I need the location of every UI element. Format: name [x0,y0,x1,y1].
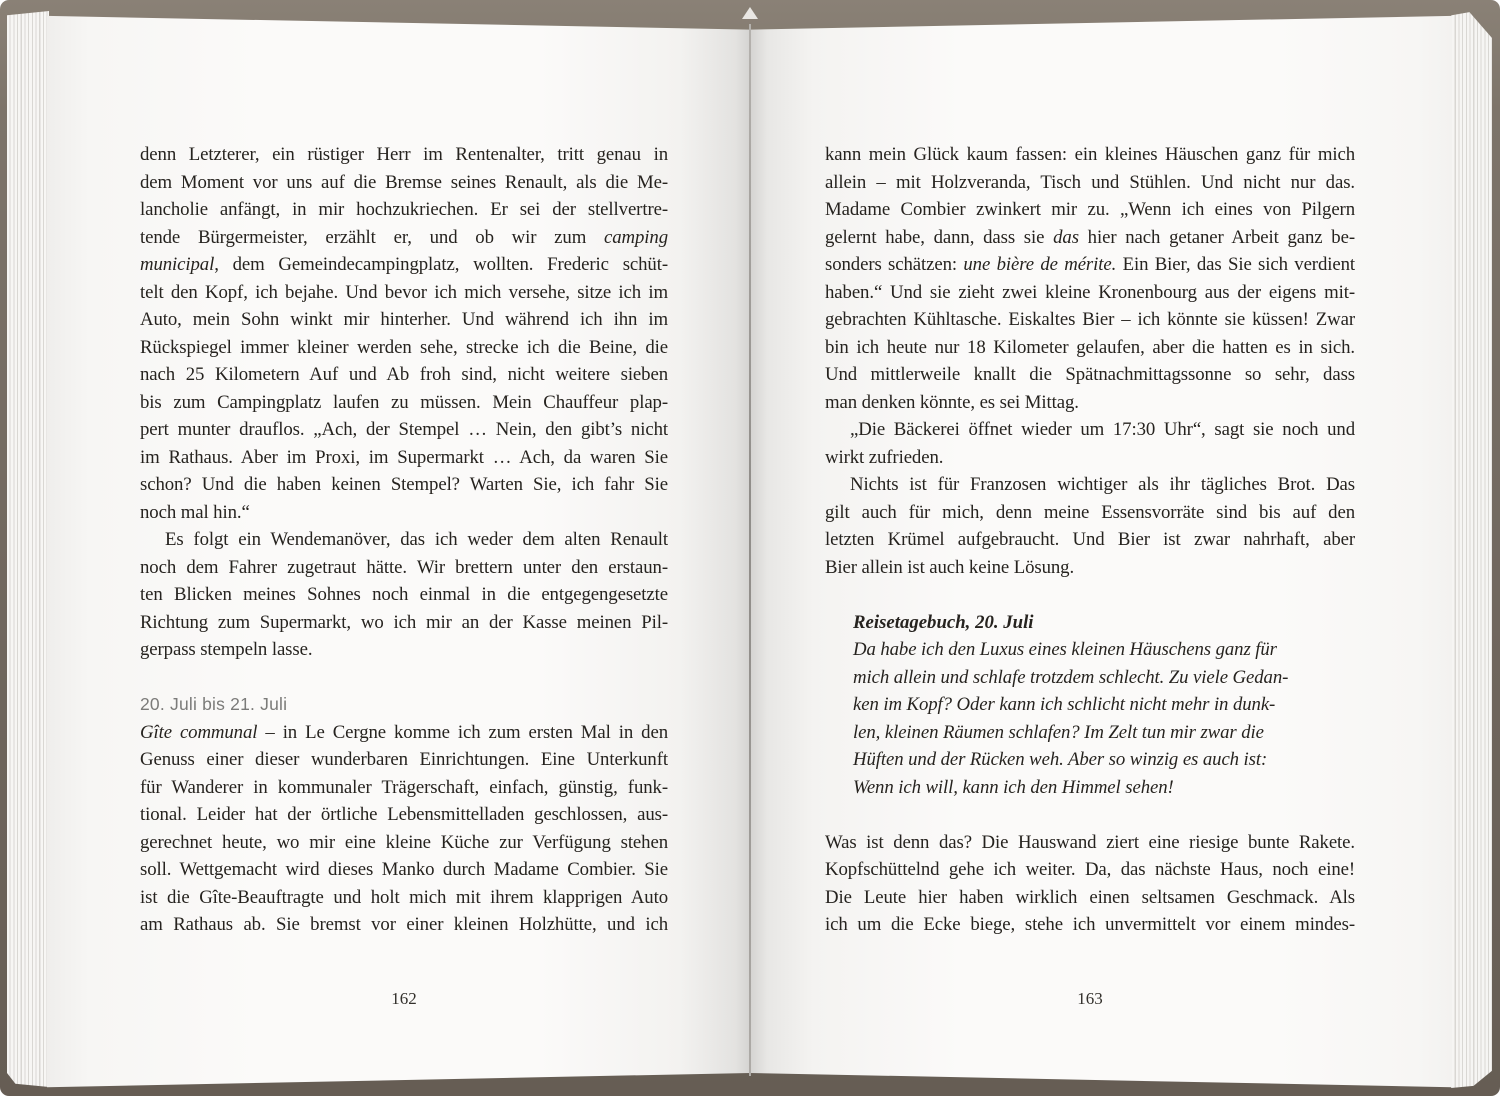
text-line: wirkt zufrieden. [825,446,944,468]
text-line: Da habe ich den Luxus eines kleinen Häuschens ganz für [853,639,1277,660]
text-line: Kopfschüttelnd gehe ich weiter. Da, das nächste Haus, noch eine! [825,859,1355,880]
text-line: ken im Kopf? Oder kann ich schlicht nicht mehr in dunk- [853,694,1276,715]
text-line: len, kleinen Räumen schlafen? Im Zelt tun mir zwar die [853,721,1264,743]
text-line: pert munter drauflos. „Ach, der Stempel … Nein, den gibt’s nicht [140,419,668,440]
left-page-text [140,141,668,939]
text-line: gerechnet heute, wo mir eine kleine Küche zur Verfügung stehen [140,831,668,853]
text-line: Es folgt ein Wendemanöver, das ich weder dem alten Renault [165,529,668,550]
text-line: ist die Gîte-Beauftragte und holt mich mit ihrem klapprigen Auto [140,886,668,908]
text-line: Madame Combier zwinkert mir zu. „Wenn ich eines von Pilgern [825,199,1355,220]
text-line: soll. Wettgemacht wird dieses Manko durch Madame Combier. Sie [140,859,668,880]
text-line: „Die Bäckerei öffnet wieder um 17:30 Uhr“, sagt sie noch und [850,419,1355,440]
text-line: tende Bürgermeister, erzählt er, und ob wir zum camping [140,226,668,248]
text-line: telt den Kopf, ich bejahe. Und bevor ich mich versehe, sitze ich im [140,281,668,303]
right-page-paragraphs-after-journal [825,829,1355,939]
text-line: Was ist denn das? Die Hauswand ziert eine riesige bunte Rakete. [825,831,1355,853]
text-line: Rückspiegel immer kleiner werden sehe, strecke ich die Beine, die [140,336,668,358]
text-line: ten Blicken meines Sohnes noch einmal in die entgegengesetzte [140,584,668,605]
journal-entry-block [825,609,1355,802]
text-line: gelernt habe, dann, dass sie das hier nach getaner Arbeit ganz be- [825,226,1355,248]
text-line: noch dem Fahrer zugetraut hätte. Wir brettern unter den erstaun- [140,556,668,578]
gutter-top-glint [742,7,758,19]
text-line: municipal, dem Gemeindecampingplatz, wollten. Frederic schüt- [140,254,668,275]
text-line: letzten Krümel aufgebraucht. Und Bier ist zwar nahrhaft, aber [825,529,1355,550]
text-line: man denken könnte, es sei Mittag. [825,391,1079,413]
left-fore-edge-pages [7,11,49,1087]
text-line: Bier allein ist auch keine Lösung. [825,556,1075,578]
text-line: gebrachten Kühltasche. Eiskaltes Bier – ich könnte sie küssen! Zwar [825,309,1355,330]
text-line: Hüften und der Rücken weh. Aber so winzig es auch ist: [853,749,1268,770]
text-line: Richtung zum Supermarkt, wo ich mir an der Kasse meinen Pil- [140,611,668,633]
journal-entry-title: Reisetagebuch, 20. Juli [853,611,1034,633]
text-line: Die Leute hier haben wirklich einen seltsamen Geschmack. Als [825,886,1355,908]
text-line: allein – mit Holzveranda, Tisch und Stühlen. Und nicht nur das. [825,171,1355,193]
left-page-paragraphs [140,141,668,664]
text-line: sonders schätzen: une bière de mérite. Ein Bier, das Sie sich verdient [825,254,1356,275]
right-fore-edge-pages [1451,10,1492,1088]
text-line: dem Moment vor uns auf die Bremse seines Renault, als die Me- [140,171,668,193]
text-line: gilt auch für mich, denn meine Essensvorräte sind bis auf den [825,501,1355,523]
text-line: ich um die Ecke biege, stehe ich unvermittelt vor einem mindes- [825,914,1355,935]
text-line: im Rathaus. Aber im Proxi, im Supermarkt … Ach, da waren Sie [140,446,668,468]
text-line: mich allein und schlafe trotzdem schlecht. Zu viele Gedan- [853,666,1289,688]
text-line: Nichts ist für Franzosen wichtiger als ihr tägliches Brot. Das [850,474,1355,495]
text-line: lancholie anfängt, in mir hochzukriechen. Er sei der stellvertre- [140,199,668,220]
book-gutter [749,24,751,1076]
text-line: bin ich heute nur 18 Kilometer gelaufen, aber die hatten es in sich. [825,336,1355,358]
right-page-text [825,141,1355,939]
text-line: gerpass stempeln lasse. [140,639,313,660]
text-line: nach 25 Kilometern Auf und Ab froh sind, nicht weitere sieben [140,364,668,385]
text-line: Wenn ich will, kann ich den Himmel sehen! [853,776,1174,798]
text-line: Und mittlerweile knallt die Spätnachmittagssonne so sehr, dass [825,364,1355,385]
text-line: haben.“ Und sie zieht zwei kleine Kronenbourg aus der eigens mit- [825,281,1355,303]
text-line: tional. Leider hat der örtliche Lebensmittelladen geschlossen, aus- [140,804,668,825]
right-page-number: 163 [1077,989,1103,1008]
journal-entry-lines [853,636,1355,801]
left-page-number: 162 [391,989,417,1008]
text-line: kann mein Glück kaum fassen: ein kleines Häuschen ganz für mich [825,144,1355,165]
text-line: denn Letzterer, ein rüstiger Herr im Rentenalter, tritt genau in [140,144,668,165]
section-date-heading: 20. Juli bis 21. Juli [140,694,288,714]
text-line: schon? Und die haben keinen Stempel? Warten Sie, ich fahr Sie [140,474,668,495]
text-line: Auto, mein Sohn winkt mir hinterher. Und während ich ihn im [140,309,668,330]
right-page-paragraphs [825,141,1355,581]
text-line: bis zum Campingplatz laufen zu müssen. Mein Chauffeur plap- [140,391,668,413]
text-line: Genuss einer dieser wunderbaren Einrichtungen. Eine Unterkunft [140,749,668,770]
text-line: Gîte communal – in Le Cergne komme ich zum ersten Mal in den [140,721,668,743]
text-line: am Rathaus ab. Sie bremst vor einer kleinen Holzhütte, und ich [140,914,668,935]
text-line: für Wanderer in kommunaler Trägerschaft, einfach, günstig, funk- [140,776,668,798]
text-line: noch mal hin.“ [140,501,250,523]
left-page-paragraphs-after-heading [140,719,668,939]
